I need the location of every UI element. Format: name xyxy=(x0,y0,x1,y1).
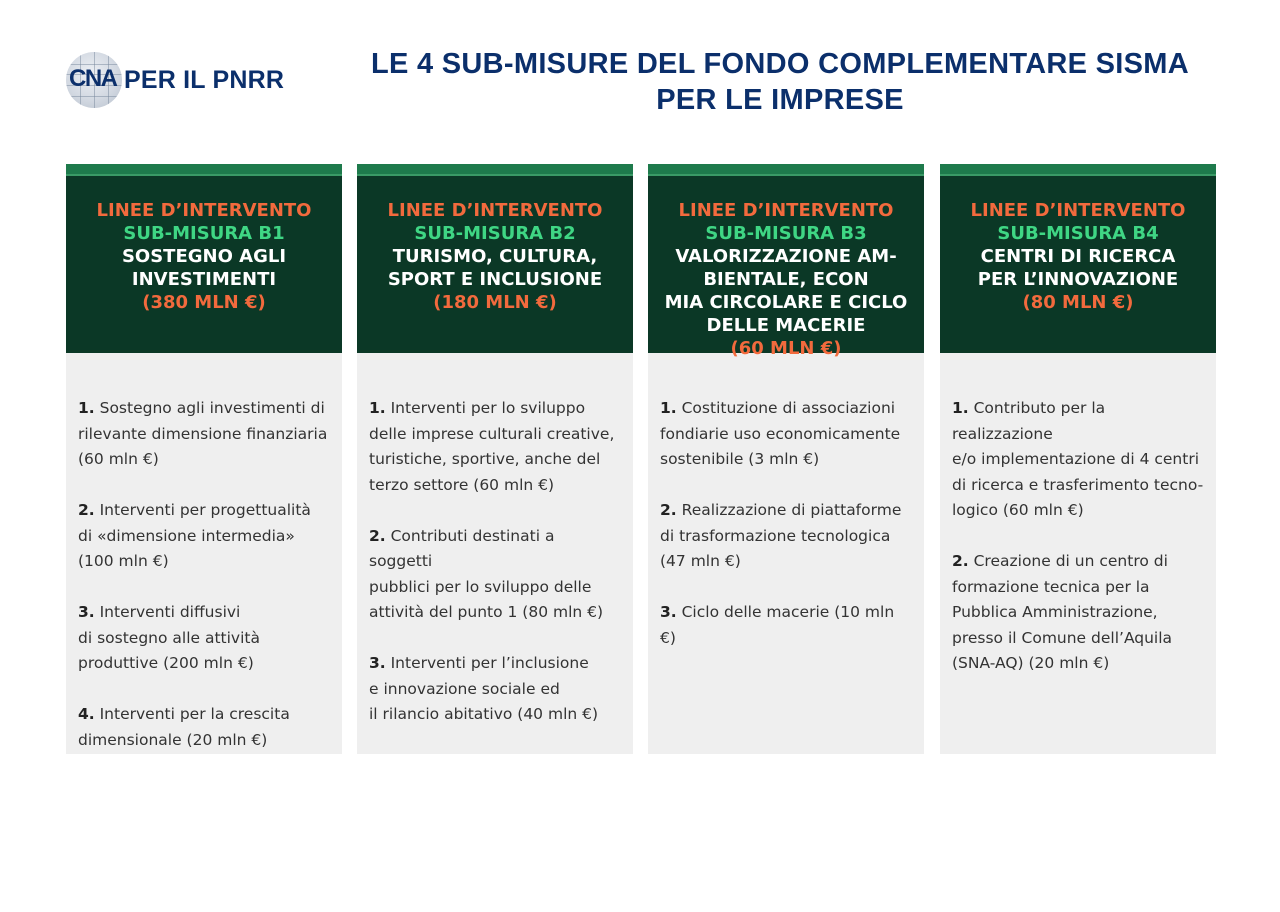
column-sub-measure: SUB-MISURA B4 xyxy=(997,223,1159,244)
globe-icon xyxy=(66,52,122,108)
column-b4 xyxy=(940,164,1216,754)
column-header xyxy=(66,176,342,353)
list-item: 3. Interventi diffusivi di sostegno alle attività produttive (200 mln €) xyxy=(78,603,260,672)
logo-mark: CNA xyxy=(69,65,117,92)
page-title-line-1: LE 4 SUB-MISURE DEL FONDO COMPLEMENTARE SISMA xyxy=(370,48,1190,80)
column-header xyxy=(357,176,633,353)
column-body xyxy=(940,353,1216,754)
list-item: 1. Interventi per lo sviluppo delle imprese culturali creative, turistiche, sportive, anche del terzo settore (60 mln €) xyxy=(369,399,615,494)
column-sub-measure: SUB-MISURA B3 xyxy=(705,223,867,244)
column-name: CENTRI DI RICERCA PER L’INNOVAZIONE xyxy=(977,246,1179,290)
list-item: 1. Costituzione di associazioni fondiarie uso economicamente sostenibile (3 mln €) xyxy=(660,399,901,468)
column-amount: (80 MLN €) xyxy=(1022,292,1134,313)
column-b3 xyxy=(648,164,924,754)
column-stripe xyxy=(648,164,924,176)
list-item: 2. Realizzazione di piattaforme di trasformazione tecnologica (47 mln €) xyxy=(660,501,902,570)
list-item: 3. Ciclo delle macerie (10 mln €) xyxy=(660,603,895,647)
page-title xyxy=(340,46,1220,118)
column-amount: (380 MLN €) xyxy=(142,292,266,313)
column-header xyxy=(940,176,1216,353)
column-stripe xyxy=(940,164,1216,176)
column-b1 xyxy=(66,164,342,754)
list-item: 2. Creazione di un centro di formazione tecnica per la Pubblica Amministrazione, presso il Comune dell’Aquila (SNA-AQ) (20 mln €) xyxy=(952,552,1173,672)
list-item: 4. Interventi per la crescita dimensionale (20 mln €) xyxy=(78,705,290,749)
column-kicker: LINEE D’INTERVENTO xyxy=(970,200,1186,221)
column-body xyxy=(357,353,633,754)
column-kicker: LINEE D’INTERVENTO xyxy=(387,200,603,221)
list-item: 1. Contributo per la realizzazione e/o implementazione di 4 centri di ricerca e trasferimento tecno- logico (60 mln €) xyxy=(952,399,1204,519)
column-stripe xyxy=(66,164,342,176)
page-title-line-2: PER LE IMPRESE xyxy=(656,84,904,116)
column-name: TURISMO, CULTURA, SPORT E INCLUSIONE xyxy=(387,246,603,290)
column-sub-measure: SUB-MISURA B1 xyxy=(123,223,285,244)
column-kicker: LINEE D’INTERVENTO xyxy=(678,200,894,221)
logo-text: PER IL PNRR xyxy=(124,65,285,94)
column-body xyxy=(648,353,924,754)
column-amount: (180 MLN €) xyxy=(433,292,557,313)
list-item: 2. Contributi destinati a soggetti pubblici per lo sviluppo delle attività del punto 1 (80 mln €) xyxy=(369,526,604,621)
column-header xyxy=(648,176,924,359)
list-item: 1. Sostegno agli investimenti di rilevante dimensione finanziaria (60 mln €) xyxy=(78,399,328,468)
column-name: SOSTEGNO AGLI INVESTIMENTI xyxy=(121,246,287,290)
list-item: 2. Interventi per progettualità di «dimensione intermedia» (100 mln €) xyxy=(78,501,311,570)
column-body xyxy=(66,353,342,754)
column-stripe xyxy=(357,164,633,176)
column-b2 xyxy=(357,164,633,754)
column-amount: (60 MLN €) xyxy=(730,338,842,359)
cna-logo xyxy=(66,52,284,108)
column-name: VALORIZZAZIONE AM- BIENTALE, ECON MIA CIRCOLARE E CICLO DELLE MACERIE xyxy=(664,246,908,336)
column-sub-measure: SUB-MISURA B2 xyxy=(414,223,576,244)
column-kicker: LINEE D’INTERVENTO xyxy=(96,200,312,221)
list-item: 3. Interventi per l’inclusione e innovazione sociale ed il rilancio abitativo (40 mln €) xyxy=(369,654,599,723)
